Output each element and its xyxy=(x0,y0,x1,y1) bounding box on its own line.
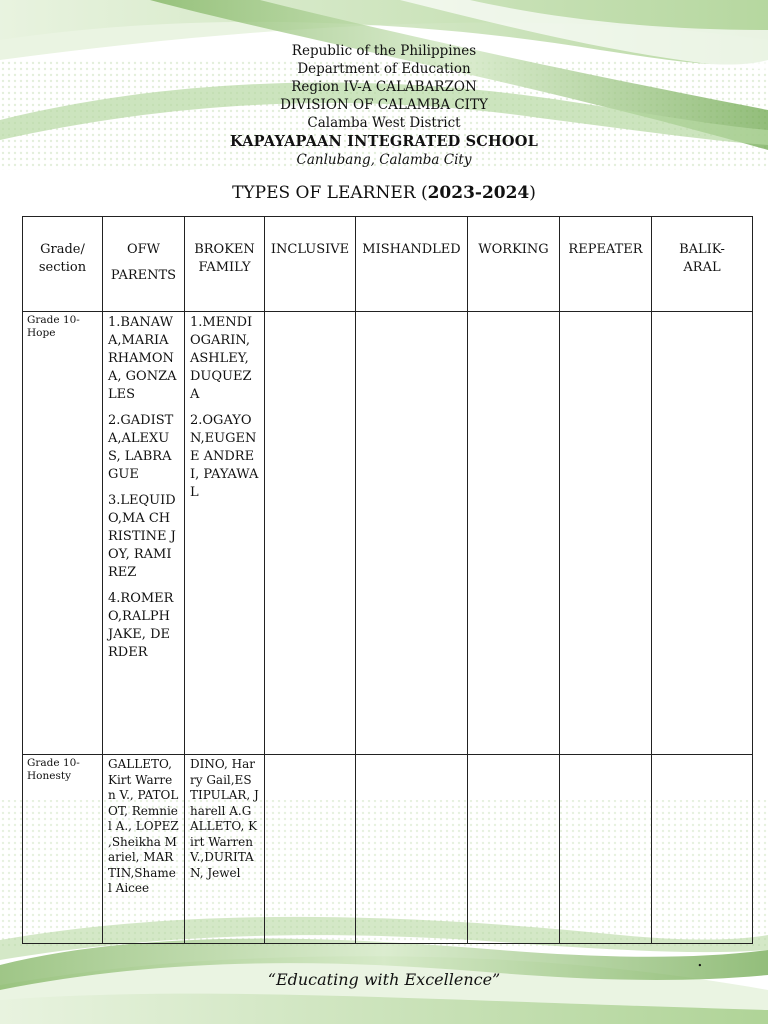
header-line-2: Department of Education xyxy=(297,61,471,77)
list-item: 4.ROMERO,RALPH JAKE, DERDER xyxy=(108,591,174,660)
header-line-1: Republic of the Philippines xyxy=(291,43,477,59)
footer-motto: “Educating with Excellence” xyxy=(267,970,501,989)
col-working: WORKING xyxy=(468,217,560,312)
table-header-row xyxy=(23,217,753,312)
broken-family-cell: DINO, Harry Gail,ESTIPULAR, Jharell A.GALLETO, Kirt Warren V.,DURITAN, Jewel xyxy=(185,755,265,944)
col-ofw-parents: OFW PARENTS xyxy=(103,217,185,312)
list-item: 3.LEQUIDO,MA CHRISTINE JOY, RAMIREZ xyxy=(108,493,176,580)
working-cell xyxy=(468,755,560,944)
header-line-3: Region IV-A CALABARZON xyxy=(291,79,477,95)
title-text: TYPES OF LEARNER ( xyxy=(232,183,428,203)
list-item: 1.MENDIOGARIN, ASHLEY, DUQUEZA xyxy=(190,315,253,402)
mishandled-cell xyxy=(356,312,468,755)
broken-family-cell xyxy=(185,312,265,755)
inclusive-cell xyxy=(265,312,356,755)
col-broken-family: BROKEN FAMILY xyxy=(185,217,265,312)
stray-dot: . xyxy=(697,950,703,971)
col-mishandled: MISHANDLED xyxy=(356,217,468,312)
title-year: 2023-2024 xyxy=(427,183,530,203)
balik-aral-cell xyxy=(652,755,753,944)
document-title xyxy=(0,183,768,203)
school-location: Canlubang, Calamba City xyxy=(296,152,472,168)
col-inclusive: INCLUSIVE xyxy=(265,217,356,312)
inclusive-cell xyxy=(265,755,356,944)
header-line-4: DIVISION OF CALAMBA CITY xyxy=(280,97,488,113)
balik-aral-cell xyxy=(652,312,753,755)
repeater-cell xyxy=(560,755,652,944)
learner-types-table xyxy=(22,216,753,944)
repeater-cell xyxy=(560,312,652,755)
col-balik-aral: BALIK- ARAL xyxy=(652,217,753,312)
working-cell xyxy=(468,312,560,755)
section-cell: Grade 10-Honesty xyxy=(23,755,103,944)
ofw-cell xyxy=(103,312,185,755)
header-line-5: Calamba West District xyxy=(307,115,461,131)
section-cell: Grade 10-Hope xyxy=(23,312,103,755)
table-row xyxy=(23,312,753,755)
list-item: 2.OGAYON,EUGENE ANDREI, PAYAWAL xyxy=(190,413,259,500)
school-name: KAPAYAPAAN INTEGRATED SCHOOL xyxy=(230,133,538,150)
ofw-cell: GALLETO, Kirt Warren V., PATOLOT, Remniel A., LOPEZ ,Sheikha Mariel, MARTIN,Shamel Aicee xyxy=(103,755,185,944)
letterhead xyxy=(0,42,768,169)
list-item: 1.BANAWA,MARIA RHAMONA, GONZALES xyxy=(108,315,177,402)
list-item: 2.GADISTA,ALEXUS, LABRAGUE xyxy=(108,413,174,482)
mishandled-cell xyxy=(356,755,468,944)
title-close: ) xyxy=(529,183,536,203)
col-repeater: REPEATER xyxy=(560,217,652,312)
col-grade-section: Grade/ section xyxy=(23,217,103,312)
table-row xyxy=(23,755,753,944)
